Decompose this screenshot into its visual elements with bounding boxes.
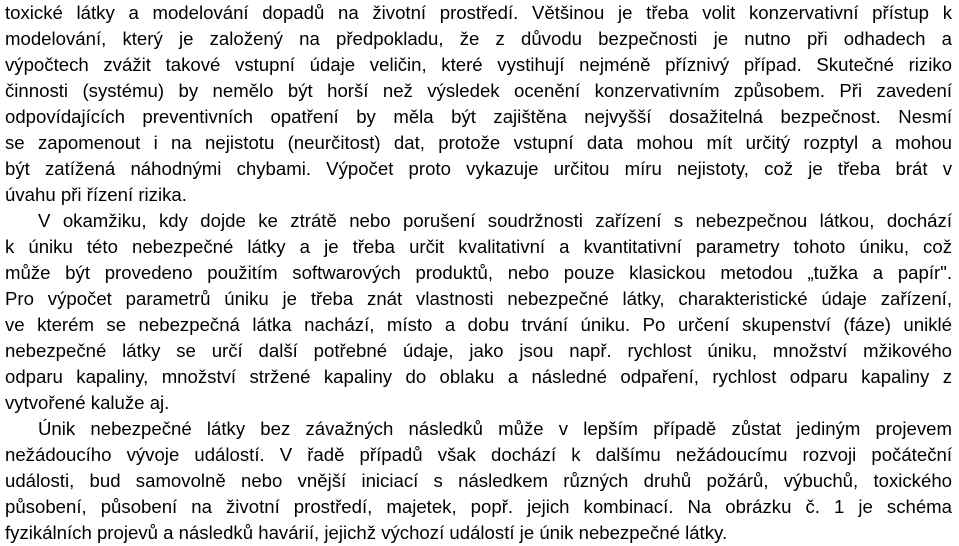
text-line: Únik nebezpečné látky bez závažných následků může v lepším případě zůstat jediným projevem [38,418,952,439]
text-line: úvahu při řízení rizika. [5,184,187,205]
text-line: události, bud samovolně nebo vnější iniciací s následkem různých druhů požárů, výbuchů, toxického [5,470,952,491]
text-line: Pro výpočet parametrů úniku je třeba znát vlastnosti nebezpečné látky, charakteristické údaje zařízení, [5,288,952,309]
text-line: modelování, který je založený na předpokladu, že z důvodu bezpečnosti je nutno při odhadech a [5,28,952,49]
text-line: fyzikálních projevů a následků havárií, jejichž výchozí událostí je únik nebezpečné látky. [5,522,728,543]
text-line: se zapomenout i na nejistotu (neurčitost) dat, protože vstupní data mohou mít určitý rozptyl a mohou [5,132,952,153]
text-line: vytvořené kaluže aj. [5,392,170,413]
text-line: V okamžiku, kdy dojde ke ztrátě nebo porušení soudržnosti zařízení s nebezpečnou látkou, dochází [38,210,952,231]
text-line: může být provedeno použitím softwarových produktů, nebo pouze klasickou metodou „tužka a papír". [5,262,952,283]
text-line: odparu kapaliny, množství stržené kapaliny do oblaku a následné odpaření, rychlost odparu kapaliny z [5,366,952,387]
text-line: činnosti (systému) by nemělo být horší než výsledek ocenění konzervativním způsobem. Při zavedení [5,80,952,101]
text-line: ve kterém se nebezpečná látka nachází, místo a dobu trvání úniku. Po určení skupenství (fáze) uniklé [5,314,952,335]
text-line: toxické látky a modelování dopadů na životní prostředí. Většinou je třeba volit konzervativní přístup k [5,2,952,23]
text-line: nežádoucího vývoje událostí. V řadě případů však dochází k dalšímu nežádoucímu rozvoji počáteční [5,444,952,465]
text-line: odpovídajících preventivních opatření by měla být zajištěna nejvyšší dosažitelná bezpečnost. Nesmí [5,106,952,127]
text-line: výpočtech zvážit takové vstupní údaje veličin, které vystihují nejméně příznivý případ. Skutečné riziko [5,54,952,75]
text-line: být zatížená náhodnými chybami. Výpočet proto vykazuje určitou míru nejistoty, což je třeba brát v [5,158,952,179]
text-line: působení, působení na životní prostředí, majetek, popř. jejich kombinací. Na obrázku č. 1 je schéma [5,496,952,517]
text-line: nebezpečné látky se určí další potřebné údaje, jako jsou např. rychlost úniku, množství mžikového [5,340,952,361]
text-line: k úniku této nebezpečné látky a je třeba určit kvalitativní a kvantitativní parametry tohoto úniku, což [5,236,952,257]
